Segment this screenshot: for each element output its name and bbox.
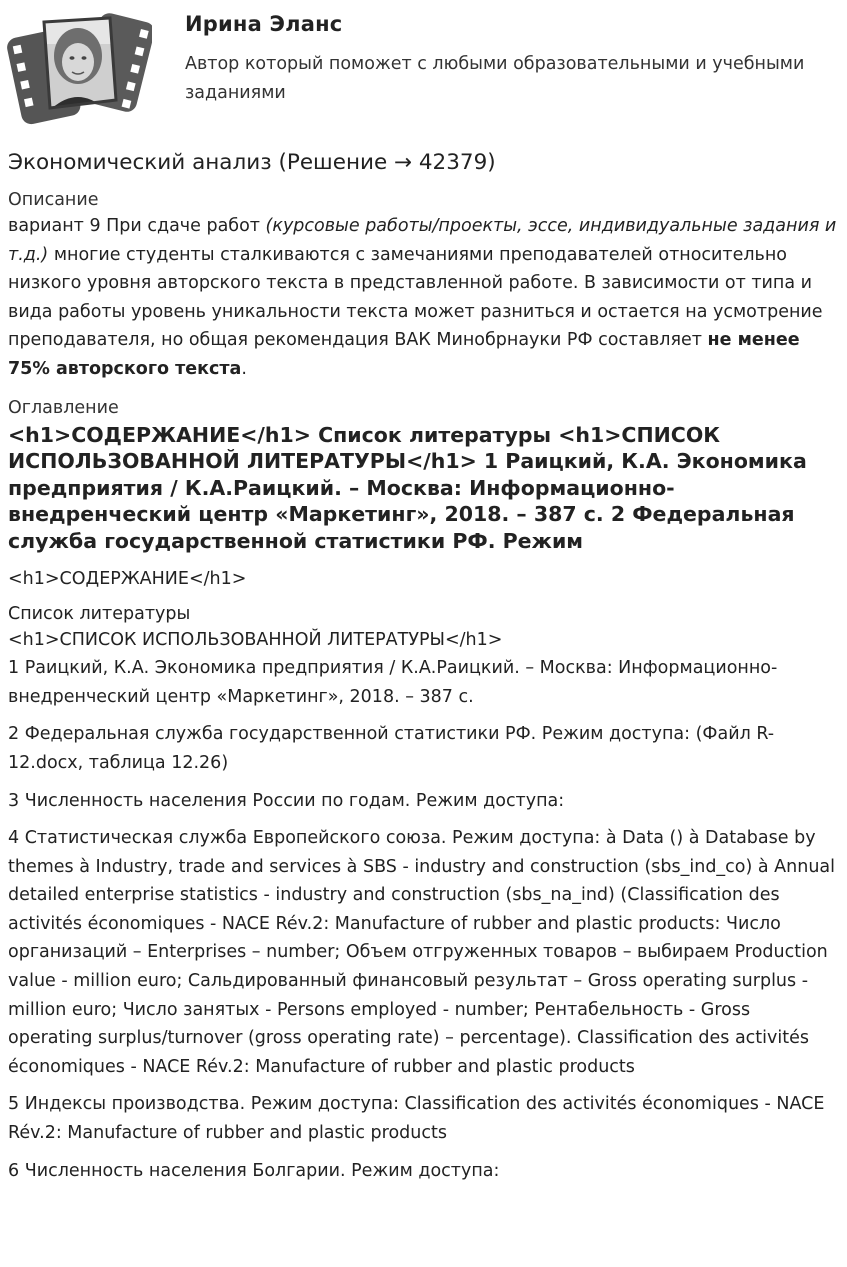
main-content	[8, 148, 840, 1194]
reference-item: 1 Раицкий, К.А. Экономика предприятия / К.А.Раицкий. – Москва: Информационно- внедренческий центр «Маркетинг», 2018. – 387 с.	[8, 658, 778, 707]
page-title: Экономический анализ (Решение → 42379)	[8, 150, 496, 175]
reference-item: 5 Индексы производства. Режим доступа: Classification des activités économiques - NACE Rév.2: Manufacture of rubber and plastic products	[8, 1094, 825, 1144]
toc-references-label: Список литературы	[8, 604, 191, 625]
toc-label: Оглавление	[8, 397, 119, 418]
description-label: Описание	[8, 190, 99, 210]
description-text-bold: не менее 75% авторского текста	[8, 330, 800, 379]
author-avatar	[6, 8, 152, 128]
reference-item: 6 Численность населения Болгарии. Режим доступа:	[8, 1160, 500, 1181]
toc-bold-summary: <h1>СОДЕРЖАНИЕ</h1> Список литературы <h1>СПИСОК ИСПОЛЬЗОВАННОЙ ЛИТЕРАТУРЫ</h1> 1 Раицкий, К.А. Экономика предприятия / К.А.Раицкий. – Москва: Информационно- внедренческий центр «Маркетинг», 2018. – 387 с. 2 Федеральная служба государственной статистики РФ. Режим	[8, 422, 807, 553]
reference-item: 4 Статистическая служба Европейского союза. Режим доступа: à Data () à Database by themes à Industry, trade and services à SBS - industry and construction (sbs_ind_co) à Annual detailed enterprise statistics - industry and construction (sbs_na_ind) (Classification des activités économiques - NACE Rév.2: Manufacture of rubber and plastic products: Число организаций – Enterprises – number; Объем отгруженных товаров – выбираем Production value - million euro; Сальдированный финансовый результат – Gross operating surplus - million euro; Число занятых - Persons employed - number; Рентабельность - Gross operating surplus/turnover (gross operating rate) – percentage). Classification des activités économiques - NACE Rév.2: Manufacture of rubber and plastic products	[8, 828, 836, 1077]
description-text-italic: (курсовые работы/проекты, эссе, индивидуальные задания и т.д.)	[8, 216, 837, 265]
description-text-middle: многие студенты сталкиваются с замечаниями преподавателей относительно низкого уровня авторского текста в представленной работе. В зависимости от типа и вида работы уровень уникальности текста может разниться и остается на усмотрение преподавателя, но общая рекомендация ВАК Минобрнауки РФ составляет	[8, 244, 823, 351]
author-name[interactable]: Ирина Эланс	[185, 12, 343, 36]
description-text-start: вариант 9 При сдаче работ	[8, 216, 266, 236]
toc-contents-line: <h1>СОДЕРЖАНИЕ</h1>	[8, 568, 247, 589]
reference-item: 2 Федеральная служба государственной статистики РФ. Режим доступа: (Файл R-12.docx, таблица 12.26)	[8, 724, 775, 773]
toc-references-heading: <h1>СПИСОК ИСПОЛЬЗОВАННОЙ ЛИТЕРАТУРЫ</h1>	[8, 630, 503, 651]
author-description: Автор который поможет с любыми образовательными и учебными заданиями	[185, 54, 805, 103]
author-header	[0, 0, 847, 140]
film-frame-avatar-icon	[6, 8, 152, 128]
reference-item: 3 Численность населения России по годам. Режим доступа:	[8, 790, 565, 811]
description-text	[8, 212, 840, 384]
description-text-end: .	[241, 358, 247, 379]
